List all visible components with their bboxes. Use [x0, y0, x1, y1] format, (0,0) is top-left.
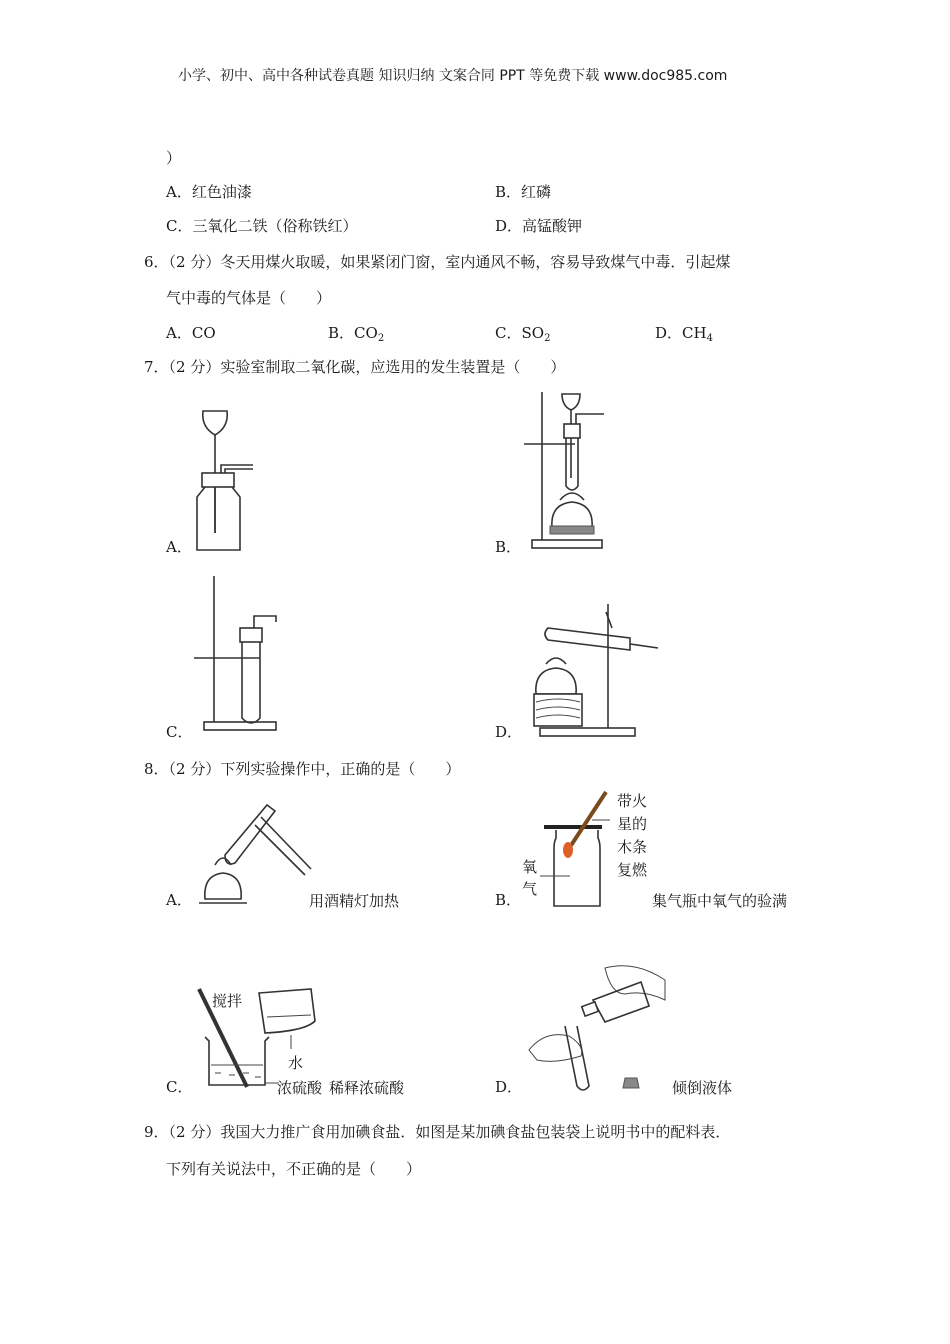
option-text: 三氧化二铁（俗称铁红） — [192, 217, 358, 235]
apparatus-d-figure — [530, 600, 660, 740]
apparatus-c-figure — [190, 572, 285, 737]
alcohol-lamp-heating-figure — [195, 795, 315, 910]
option-letter: C． — [166, 1078, 193, 1096]
oxygen-label-line: 气 — [522, 880, 538, 898]
oxygen-label-line: 氧 — [522, 858, 538, 876]
q8-option-b[interactable] — [495, 890, 521, 910]
splint-label-line: 带火 — [617, 792, 648, 810]
q6-option-c[interactable] — [495, 323, 550, 343]
splint-label-line: 复燃 — [617, 861, 648, 879]
option-letter: A． — [166, 891, 192, 909]
option-letter: D． — [495, 217, 523, 235]
option-formula: SO — [521, 324, 545, 342]
option-letter: C． — [495, 324, 522, 342]
formula-subscript: 2 — [544, 333, 551, 344]
option-formula: CO — [354, 324, 378, 342]
apparatus-a-figure — [185, 405, 265, 555]
q5-option-a[interactable] — [166, 182, 252, 202]
q6-option-b[interactable] — [328, 323, 384, 343]
stir-label: 搅拌 — [212, 992, 243, 1010]
formula-subscript: 2 — [377, 333, 385, 344]
option-letter: C． — [166, 217, 193, 235]
q7-stem: 7．（2 分）实验室制取二氧化碳，应选用的发生装置是（ ） — [144, 358, 566, 376]
q5-option-b[interactable] — [495, 182, 551, 202]
option-letter: D． — [655, 324, 683, 342]
q7-option-d-label[interactable]: D． — [495, 723, 523, 741]
q5-option-d[interactable] — [495, 216, 582, 236]
formula-subscript: 4 — [706, 333, 713, 344]
q9-stem-line2: 下列有关说法中，不正确的是（ ） — [166, 1160, 422, 1178]
option-letter: A． — [166, 183, 192, 201]
q6-stem-line1: 6．（2 分）冬天用煤火取暖，如果紧闭门窗，室内通风不畅，容易导致煤气中毒．引起煤 — [144, 253, 731, 271]
option-text: 红色油漆 — [191, 183, 252, 201]
q8-option-d[interactable] — [495, 1077, 522, 1097]
option-letter: A． — [166, 324, 192, 342]
q6-stem-line2: 气中毒的气体是（ ） — [166, 289, 332, 307]
q7-option-c-label[interactable]: C． — [166, 723, 193, 741]
splint-label — [617, 790, 647, 882]
option-text: 红磷 — [521, 183, 552, 201]
option-letter: B． — [328, 324, 355, 342]
q8-option-c[interactable] — [166, 1077, 192, 1097]
splint-label-line: 星的 — [617, 815, 648, 833]
page-header: 小学、初中、高中各种试卷真题 知识归纳 文案合同 PPT 等免费下载 www.doc985.com — [178, 68, 728, 84]
option-letter: D． — [495, 1078, 523, 1096]
apparatus-b-figure — [520, 388, 615, 553]
acid-label: 浓硫酸 — [277, 1079, 323, 1097]
q6-option-d[interactable] — [655, 323, 713, 343]
q5-close-paren: ） — [166, 149, 182, 167]
splint-label-line: 木条 — [617, 838, 648, 856]
q6-option-a[interactable] — [166, 323, 216, 343]
q5-option-c[interactable] — [166, 216, 358, 236]
water-label: 水 — [288, 1054, 304, 1072]
q7-option-b-label[interactable]: B． — [495, 538, 522, 556]
q8-option-d-caption: 倾倒液体 — [672, 1079, 733, 1097]
q7-option-a-label[interactable]: A． — [166, 538, 192, 556]
option-text: 高锰酸钾 — [522, 217, 583, 235]
oxygen-label — [522, 856, 537, 900]
option-formula: CH — [682, 324, 707, 342]
q8-option-a[interactable] — [166, 890, 192, 910]
q8-option-a-caption: 用酒精灯加热 — [309, 892, 400, 910]
option-letter: B． — [495, 183, 522, 201]
q8-option-b-caption: 集气瓶中氧气的验满 — [652, 892, 788, 910]
q9-stem-line1: 9．（2 分）我国大力推广食用加碘食盐．如图是某加碘食盐包装袋上说明书中的配料表． — [144, 1123, 731, 1141]
pour-liquid-figure — [525, 960, 675, 1100]
option-letter: B． — [495, 891, 522, 909]
q8-option-c-caption: 稀释浓硫酸 — [329, 1079, 405, 1097]
q8-stem: 8．（2 分）下列实验操作中，正确的是（ ） — [144, 760, 461, 778]
option-formula: CO — [191, 324, 216, 342]
